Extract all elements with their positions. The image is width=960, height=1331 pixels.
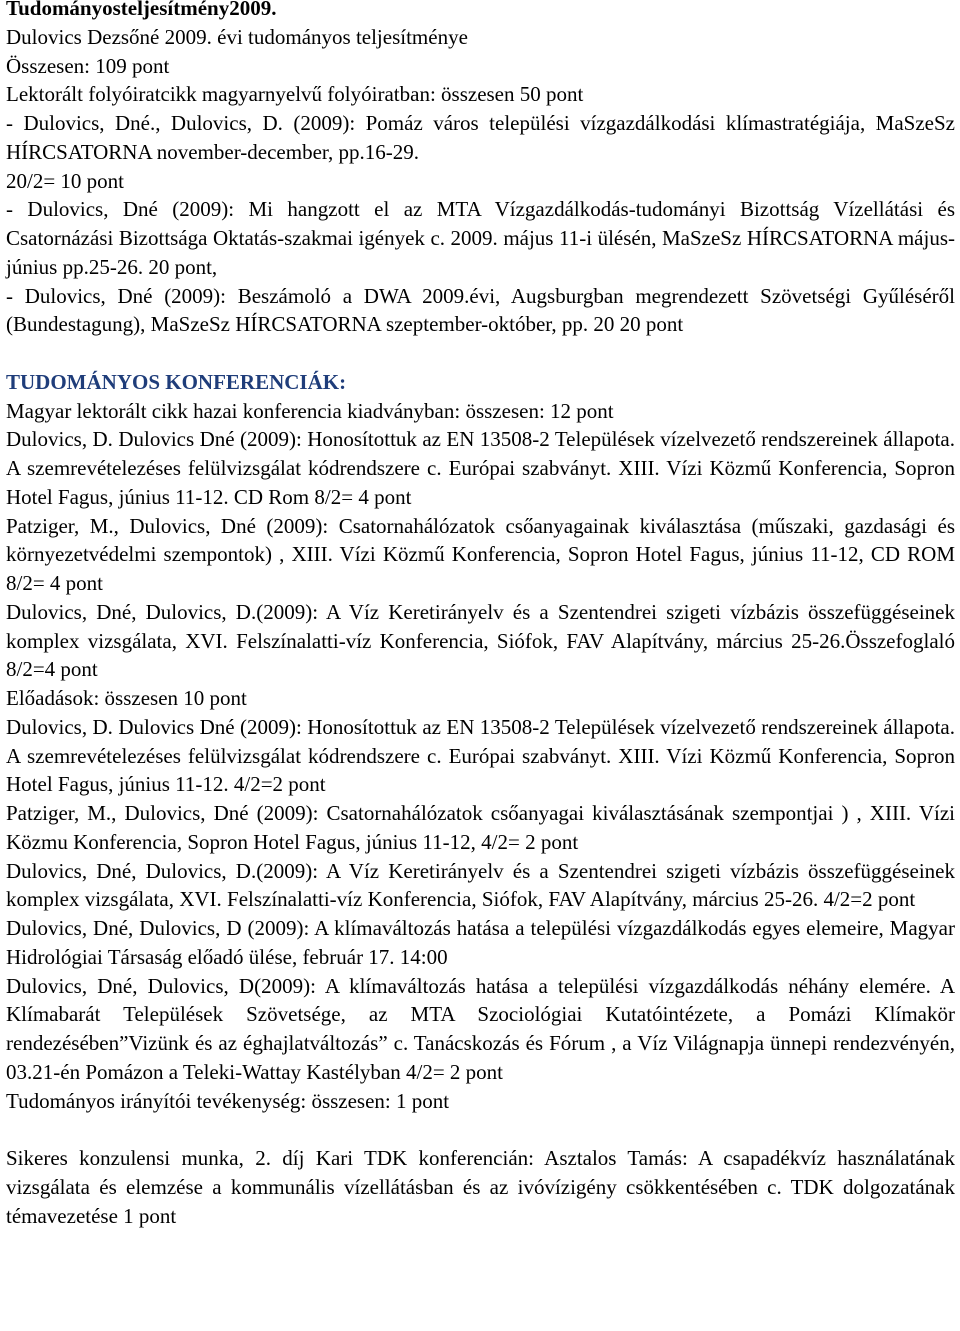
consultation-paragraph: Sikeres konzulensi munka, 2. díj Kari TDK konferencián: Asztalos Tamás: A csapadékvíz használatának vizsgálata és elemzése a kommunális vízellátásban és az ivóvízigény csökkentésében c. TDK dolgozatának témavezetése 1 pont — [6, 1146, 955, 1228]
journal-item-points: 20/2= 10 pont — [6, 168, 125, 193]
conferences-section-header: Magyar lektorált cikk hazai konferencia kiadványban: összesen: 12 pont — [6, 398, 614, 423]
total-points: Összesen: 109 pont — [6, 53, 170, 78]
document-subtitle: Dulovics Dezsőné 2009. évi tudományos teljesítménye — [6, 24, 468, 49]
talk-item: Dulovics, Dné, Dulovics, D (2009): A klímaváltozás hatása a települési vízgazdálkodás egyes elemeire, Magyar Hidrológiai Társaság előadó ülése, február 17. 14:00 — [6, 916, 955, 969]
talk-item: Dulovics, D. Dulovics Dné (2009): Honosítottuk az EN 13508-2 Települések vízelvezető rendszereinek állapota. A szemrevételezéses felülvizsgálat kódrendszere c. Európai szabványt. XIII. Vízi Közmű Konferencia, Sopron Hotel Fagus, június 11-12. 4/2=2 pont — [6, 714, 955, 797]
journal-item: - Dulovics, Dné (2009): Beszámoló a DWA 2009.évi, Augsburgban megrendezett Szövetségi Gyűléséről (Bundestagung), MaSzeSz HÍRCSATORNA szeptember-október, pp. 20 20 pont — [6, 283, 955, 337]
document-title: Tudományosteljesítmény2009. — [6, 0, 277, 20]
conference-item: Dulovics, Dné, Dulovics, D.(2009): A Víz Keretirányelv és a Szentendrei szigeti vízbázis összefüggéseinek komplex vizsgálata, XVI. Felszínalatti-víz Konferencia, Siófok, FAV Alapítvány, március 25-26.Összefoglaló 8/2=4 pont — [6, 599, 955, 682]
journal-section-header: Lektorált folyóiratcikk magyarnyelvű folyóiratban: összesen 50 pont — [6, 82, 584, 107]
guidance-section-header: Tudományos irányítói tevékenység: összesen: 1 pont — [6, 1088, 450, 1113]
talk-item: Dulovics, Dné, Dulovics, D(2009): A klímaváltozás hatása a települési vízgazdálkodás néhány elemére. A Klímabarát Települések Szövetsége, az MTA Szociológiai Kutatóintézete, a Pomázi Klímakör rendezésében”Vizünk és az éghajlatváltozás” c. Tanácskozás és Fórum , a Víz Világnapja ünnepi rendezvényén, 03.21-én Pomázon a Teleki-Wattay Kastélyban 4/2= 2 pont — [6, 973, 955, 1084]
conference-item: Patziger, M., Dulovics, Dné (2009): Csatornahálózatok csőanyagainak kiválasztása (műszaki, gazdasági és környezetvédelmi szempontok) , XIII. Vízi Közmű Konferencia, Sopron Hotel Fagus, június 11-12, CD ROM 8/2= 4 pont — [6, 513, 955, 595]
journal-item: - Dulovics, Dné (2009): Mi hangzott el az MTA Vízgazdálkodás-tudományi Bizottság Vízellátási és Csatornázási Bizottsága Oktatás-szakmai igények c. 2009. május 11-i ülésén, MaSzeSz HÍRCSATORNA május-június pp.25-26. 20 pont, — [6, 197, 955, 279]
conference-item: Dulovics, D. Dulovics Dné (2009): Honosítottuk az EN 13508-2 Települések vízelvezető rendszereinek állapota. A szemrevételezéses felülvizsgálat kódrendszere c. Európai szabványt. XIII. Vízi Közmű Konferencia, Sopron Hotel Fagus, június 11-12. CD Rom 8/2= 4 pont — [6, 427, 955, 509]
talk-item: Dulovics, Dné, Dulovics, D.(2009): A Víz Keretirányelv és a Szentendrei szigeti vízbázis összefüggéseinek komplex vizsgálata, XVI. Felszínalatti-víz Konferencia, Siófok, FAV Alapítvány, március 25-26. 4/2=2 pont — [6, 858, 955, 912]
talks-section-header: Előadások: összesen 10 pont — [6, 686, 247, 710]
journal-item: - Dulovics, Dné., Dulovics, D. (2009): Pomáz város települési vízgazdálkodási klímastratégiája, MaSzeSz HÍRCSATORNA november-december, pp.16-29. — [6, 111, 955, 164]
talk-item: Patziger, M., Dulovics, Dné (2009): Csatornahálózatok csőanyagai kiválasztásának szempontjai ) , XIII. Vízi Közmu Konferencia, Sopron Hotel Fagus, június 11-12, 4/2= 2 pont — [6, 801, 955, 854]
conferences-heading: TUDOMÁNYOS KONFERENCIÁK: — [6, 369, 347, 394]
